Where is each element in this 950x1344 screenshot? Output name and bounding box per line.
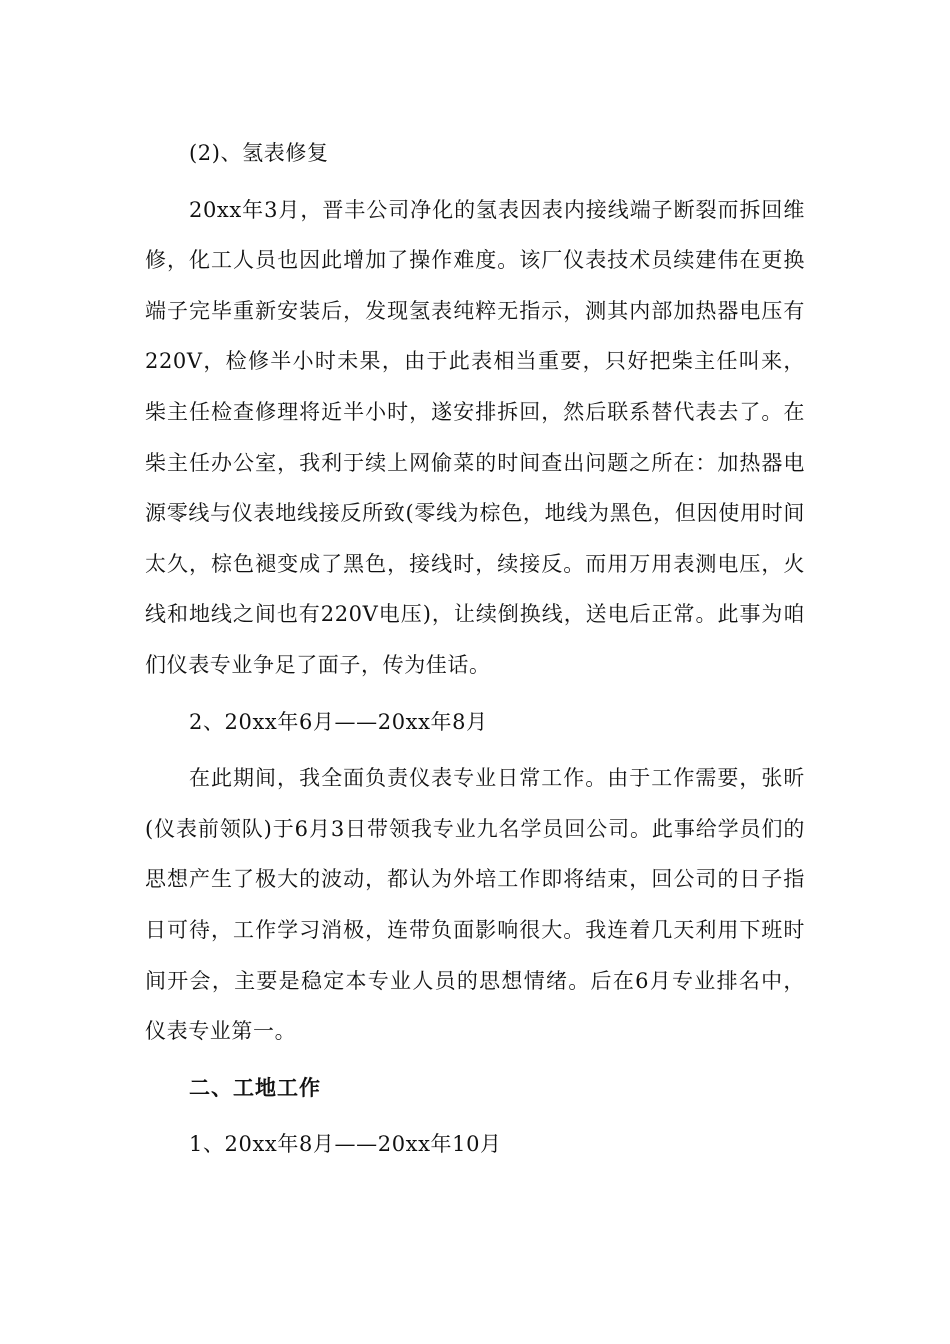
subsection-heading-june-august: 2、20xx年6月——20xx年8月 [189,709,488,734]
section-heading-site-work: 二、工地工作 [189,1074,321,1100]
paragraph-hydrogen-meter-repair: 20xx年3月，晋丰公司净化的氢表因表内接线端子断裂而拆回维修，化工人员也因此增加了操作难度。该厂仪表技术员续建伟在更换端子完毕重新安装后，发现氢表纯粹无指示，测其内部加热器电压有220V，检修半小时未果，由于此表相当重要，只好把柴主任叫来，柴主任检查修理将近半小时，遂安排拆回，然后联系替代表去了。在柴主任办公室，我利于续上网偷菜的时间查出问题之所在：加热器电源零线与仪表地线接反所致(零线为棕色，地线为黑色，但因使用时间太久，棕色褪变成了黑色，接线时，续接反。而用万用表测电压，火线和地线之间也有220V电压)，让续倒换线，送电后正常。此事为咱们仪表专业争足了面子，传为佳话。 [145,197,805,677]
subsection-heading-august-october: 1、20xx年8月——20xx年10月 [189,1132,502,1157]
paragraph-daily-work: 在此期间，我全面负责仪表专业日常工作。由于工作需要，张昕(仪表前领队)于6月3日带领我专业九名学员回公司。此事给学员们的思想产生了极大的波动，都认为外培工作即将结束，回公司的日子指日可待，工作学习消极，连带负面影响很大。我连着几天利用下班时间开会，主要是稳定本专业人员的思想情绪。后在6月专业排名中，仪表专业第一。 [145,766,805,1044]
document-body [145,128,805,1170]
subsection-heading-hydrogen-meter: (2)、氢表修复 [189,141,329,165]
